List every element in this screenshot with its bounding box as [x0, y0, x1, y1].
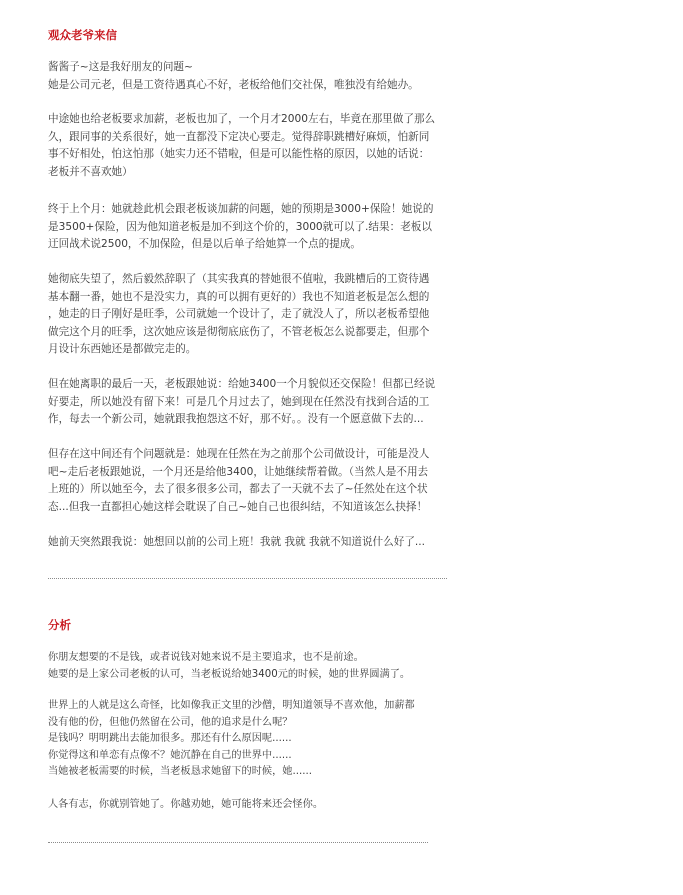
text-line: 吧~走后老板跟她说，一个月还是给他3400，让她继续帮着做。（当然人是不用去 — [48, 465, 429, 478]
analysis-section-title: 分析 — [48, 618, 71, 632]
text-line: 酱酱子~这是我好朋友的问题~ — [48, 61, 193, 73]
analysis-paragraph-3 — [48, 797, 448, 814]
text-line: 当她被老板需要的时候，当老板恳求她留下的时候，她...... — [48, 766, 312, 778]
text-line: ，她走的日子刚好是旺季，公司就她一个设计了，走了就没人了，所以老板希望他 — [48, 308, 430, 321]
letter-paragraph-1 — [48, 59, 453, 94]
text-line: 上班的）所以她至今，去了很多很多公司，都去了一天就不去了~任然处在这个状 — [48, 483, 428, 496]
letter-paragraph-7 — [48, 534, 453, 552]
text-line: 你朋友想要的不是钱，或者说钱对她来说不是主要追求，也不是前途。 — [48, 652, 364, 663]
text-line: 老板并不喜欢她） — [48, 165, 133, 178]
letter-paragraph-4 — [48, 271, 453, 359]
analysis-paragraph-1 — [48, 650, 448, 683]
text-line: 她要的是上家公司老板的认可，当老板说给她3400元的时候，她的世界圆满了。 — [48, 668, 411, 680]
letter-paragraph-6 — [48, 446, 453, 516]
text-line: 她前天突然跟我说：她想回以前的公司上班！我就 我就 我就不知道说什么好了... — [48, 536, 426, 548]
text-line: 事不好相处，怕这怕那（她实力还不错啦，但是可以能性格的原因，以她的话说： — [48, 148, 430, 161]
letter-paragraph-3 — [48, 201, 453, 254]
text-line: 是3500+保险，因为他知道老板是加不到这个价的，3000就可以了.结果：老板以 — [48, 220, 432, 233]
text-line: 态...但我一直都担心她这样会耽误了自己~她自己也很纠结，不知道该怎么抉择！ — [48, 500, 428, 513]
text-line: 是钱吗？明明跳出去能加很多。那还有什么原因呢...... — [48, 733, 292, 745]
text-line: 好要走，所以她没有留下来！可是几个月过去了，她到现在任然没有找到合适的工 — [48, 395, 430, 408]
text-line: 她彻底失望了，然后毅然辞职了（其实我真的替她很不值啦，我跳槽后的工资待遇 — [48, 273, 430, 285]
text-line: 终于上个月：她就趁此机会跟老板谈加薪的问题，她的预期是3000+保险！她说的 — [48, 203, 434, 215]
text-line: 月设计东西她还是都做完走的。 — [48, 343, 197, 356]
text-line: 人各有志，你就别管她了。你越劝她，她可能将来还会怪你。 — [48, 799, 324, 810]
text-line: 久，跟同事的关系很好，她一直都没下定决心要走。觉得辞职跳槽好麻烦，怕新同 — [48, 130, 430, 143]
letter-section-title: 观众老爷来信 — [48, 28, 117, 42]
analysis-paragraph-2 — [48, 698, 448, 781]
text-line: 世界上的人就是这么奇怪，比如像我正文里的沙僧，明知道领导不喜欢他，加薪都 — [48, 700, 415, 711]
text-line: 迂回战术说2500，不加保险，但是以后单子给她算一个点的提成。 — [48, 238, 361, 251]
letter-paragraph-2 — [48, 111, 453, 181]
text-line: 没有他的份，但他仍然留在公司，他的追求是什么呢？ — [48, 716, 293, 728]
text-line: 她是公司元老，但是工资待遇真心不好，老板给他们交社保，唯独没有给她办。 — [48, 78, 419, 91]
section-divider — [48, 578, 447, 579]
text-line: 中途她也给老板要求加薪，老板也加了，一个月才2000左右，毕竟在那里做了那么 — [48, 113, 436, 125]
text-line: 做完这个月的旺季，这次她应该是彻彻底底伤了，不管老板怎么说都要走，但那个 — [48, 325, 430, 338]
text-line: 但在她离职的最后一天，老板跟她说：给她3400一个月貌似还交保险！但都已经说 — [48, 378, 436, 390]
letter-paragraph-5 — [48, 376, 453, 429]
text-line: 你觉得这和单恋有点像不？她沉静在自己的世界中...... — [48, 749, 292, 761]
text-line: 作，每去一个新公司，她就跟我抱怨这不好，那不好。。没有一个愿意做下去的... — [48, 413, 424, 426]
text-line: 基本翻一番，她也不是没实力，真的可以拥有更好的）我也不知道老板是怎么想的 — [48, 290, 430, 303]
text-line: 但存在这中间还有个问题就是：她现在任然在为之前那个公司做设计，可能是没人 — [48, 448, 430, 460]
section-divider — [48, 842, 428, 843]
